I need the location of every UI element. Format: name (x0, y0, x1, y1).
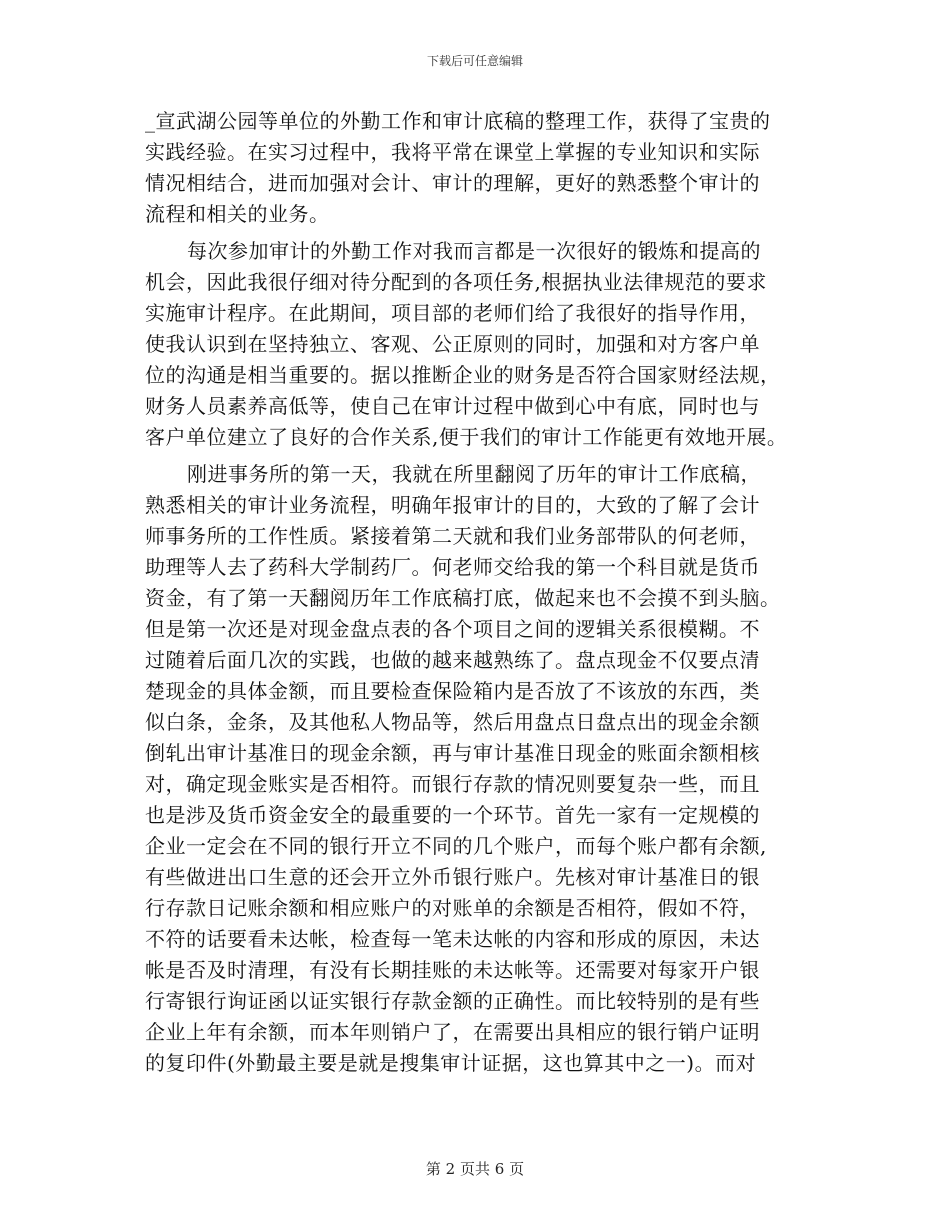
text-line: 熟悉相关的审计业务流程，明确年报审计的目的，大致的了解了会计 (145, 493, 760, 517)
text-line: 使我认识到在坚持独立、客观、公正原则的同时，加强和对方客户单 (145, 332, 760, 356)
page-header: 下载后可任意编辑 (426, 54, 523, 68)
text-line: 行存款日记账余额和相应账户的对账单的余额是否相符，假如不符， (145, 896, 760, 920)
text-line: 流程和相关的业务。 (145, 202, 330, 226)
text-line: 的复印件(外勤最主要是就是搜集审计证据，这也算其中之一)。而对 (145, 1051, 757, 1075)
text-line: 每次参加审计的外勤工作对我而言都是一次很好的锻炼和提高的 (187, 239, 761, 263)
paragraph (145, 106, 825, 230)
text-line: 财务人员素养高低等，使自己在审计过程中做到心中有底，同时也与 (145, 394, 760, 418)
text-line: 机会，因此我很仔细对待分配到的各项任务,根据执业法律规范的要求 (145, 270, 767, 294)
text-line: 行寄银行询证函以证实银行存款金额的正确性。而比较特别的是有些 (145, 989, 760, 1013)
text-line: 实施审计程序。在此期间，项目部的老师们给了我很好的指导作用， (145, 301, 760, 325)
text-line: 实践经验。在实习过程中，我将平常在课堂上掌握的专业知识和实际 (145, 140, 760, 164)
text-line: 倒轧出审计基准日的现金余额，再与审计基准日现金的账面余额相核 (145, 741, 760, 765)
text-line: 也是涉及货币资金安全的最重要的一个环节。首先一家有一定规模的 (145, 803, 760, 827)
text-line: 位的沟通是相当重要的。据以推断企业的财务是否符合国家财经法规， (145, 363, 781, 387)
text-line: 楚现金的具体金额，而且要检查保险箱内是否放了不该放的东西，类 (145, 679, 760, 703)
text-line: 过随着后面几次的实践，也做的越来越熟练了。盘点现金不仅要点清 (145, 648, 760, 672)
text-line: 但是第一次还是对现金盘点表的各个项目之间的逻辑关系很模糊。不 (145, 617, 760, 641)
text-line: 有些做进出口生意的还会开立外币银行账户。先核对审计基准日的银 (145, 865, 760, 889)
text-line: _宣武湖公园等单位的外勤工作和审计底稿的整理工作，获得了宝贵的 (145, 109, 771, 133)
text-line: 企业上年有余额，而本年则销户了，在需要出具相应的银行销户证明 (145, 1020, 760, 1044)
text-line: 不符的话要看未达帐，检查每一笔未达帐的内容和形成的原因，未达 (145, 927, 760, 951)
text-line: 刚进事务所的第一天，我就在所里翻阅了历年的审计工作底稿， (187, 462, 761, 486)
text-line: 对，确定现金账实是否相符。而银行存款的情况则要复杂一些，而且 (145, 772, 760, 796)
document-body (145, 106, 825, 1079)
text-line: 助理等人去了药科大学制药厂。何老师交给我的第一个科目就是货币 (145, 555, 760, 579)
text-line: 帐是否及时清理，有没有长期挂账的未达帐等。还需要对每家开户银 (145, 958, 760, 982)
paragraph (145, 459, 825, 1079)
text-line: 似白条，金条，及其他私人物品等，然后用盘点日盘点出的现金余额 (145, 710, 760, 734)
text-line: 资金，有了第一天翻阅历年工作底稿打底，做起来也不会摸不到头脑。 (145, 586, 781, 610)
page-number: 第 2 页共 6 页 (425, 1160, 525, 1178)
text-line: 师事务所的工作性质。紧接着第二天就和我们业务部带队的何老师， (145, 524, 760, 548)
paragraph (145, 236, 825, 453)
text-line: 客户单位建立了良好的合作关系,便于我们的审计工作能更有效地开展。 (145, 425, 788, 449)
text-line: 情况相结合，进而加强对会计、审计的理解，更好的熟悉整个审计的 (145, 171, 760, 195)
text-line: 企业一定会在不同的银行开立不同的几个账户，而每个账户都有余额, (145, 834, 767, 858)
